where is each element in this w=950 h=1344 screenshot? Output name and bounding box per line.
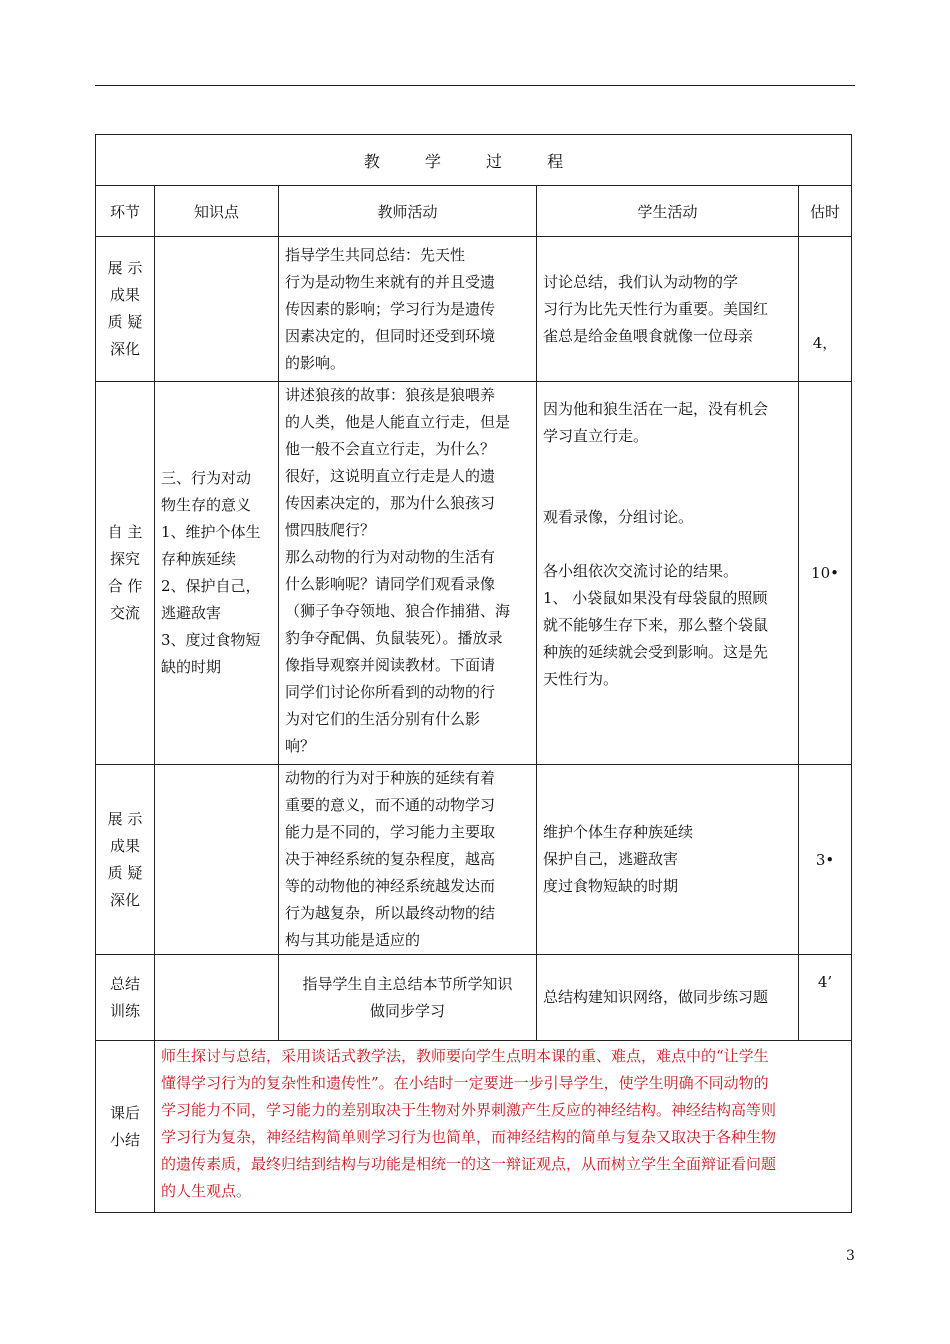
header-student-activity: 学生活动 bbox=[537, 186, 799, 237]
header-rule bbox=[95, 85, 855, 86]
knowledge-cell: 三、行为对动 物生存的意义 1、维护个体生 存种族延续 2、保护自己， 逃避敌害 3、度过食物短 缺的时期 bbox=[155, 382, 279, 765]
table-row bbox=[96, 765, 852, 955]
knowledge-cell bbox=[155, 765, 279, 955]
header-teacher-activity: 教师活动 bbox=[279, 186, 537, 237]
table-title: 教 学 过 程 bbox=[96, 135, 852, 186]
student-activity-cell: 讨论总结，我们认为动物的学 习行为比先天性行为重要。美国红 雀总是给金鱼喂食就像一位母亲 bbox=[537, 237, 799, 382]
table-row bbox=[96, 955, 852, 1041]
header-stage: 环节 bbox=[96, 186, 155, 237]
knowledge-cell bbox=[155, 955, 279, 1041]
teacher-activity-cell: 指导学生共同总结：先天性 行为是动物生来就有的并且受遗 传因素的影响；学习行为是遗传 因素决定的，但同时还受到环境 的影响。 bbox=[279, 237, 537, 382]
header-knowledge: 知识点 bbox=[155, 186, 279, 237]
stage-cell: 自 主 探究 合 作 交流 bbox=[96, 382, 155, 765]
summary-row bbox=[96, 1041, 852, 1213]
summary-label: 课后 小结 bbox=[96, 1041, 155, 1213]
time-cell: 3• bbox=[799, 765, 852, 955]
teaching-process-table bbox=[95, 134, 852, 1213]
summary-text: 师生探讨与总结，采用谈话式教学法，教师要向学生点明本课的重、难点，难点中的“让学生 懂得学习行为的复杂性和遗传性”。在小结时一定要进一步引导学生，使学生明确不同动物的 学习能力不同，学习能力的差别取决于生物对外界刺激产生反应的神经结构。神经结构高等则 学习行为复杂，神经结构简单则学习行为也简单，而神经结构的简单与复杂又取决于各种生物 的遗传素质，最终归结到结构与功能是相统一的这一辩证观点，从而树立学生全面辩证看问题 的人生观点。 bbox=[155, 1041, 852, 1213]
time-cell: 4， bbox=[799, 237, 852, 382]
header-time: 估时 bbox=[799, 186, 852, 237]
teacher-activity-cell: 讲述狼孩的故事：狼孩是狼喂养 的人类，他是人能直立行走，但是 他一般不会直立行走，为什么？ 很好，这说明直立行走是人的遗 传因素决定的，那为什么狼孩习 惯四肢爬行？ 那么动物的行为对动物的生活有 什么影响呢？请同学们观看录像 （狮子争夺领地、狼合作捕猎、海 豹争夺配偶、负鼠装死）。播放录 像指导观察并阅读教材。下面请 同学们讨论你所看到的动物的行 为对它们的生活分别有什么影 响？ bbox=[279, 382, 537, 765]
knowledge-cell bbox=[155, 237, 279, 382]
teacher-activity-cell: 指导学生自主总结本节所学知识 做同步学习 bbox=[279, 955, 537, 1041]
page-number: 3 bbox=[846, 1248, 855, 1264]
student-activity-cell: 总结构建知识网络，做同步练习题 bbox=[537, 955, 799, 1041]
table-row bbox=[96, 382, 852, 765]
stage-cell: 展 示 成果 质 疑 深化 bbox=[96, 237, 155, 382]
student-activity-cell: 因为他和狼生活在一起，没有机会 学习直立行走。 观看录像，分组讨论。 各小组依次交流讨论的结果。 1、 小袋鼠如果没有母袋鼠的照顾 就不能够生存下来，那么整个袋鼠 种族的延续就会受到影响。这是先 天性行为。 bbox=[537, 382, 799, 765]
stage-cell: 总结 训练 bbox=[96, 955, 155, 1041]
student-activity-cell: 维护个体生存种族延续 保护自己，逃避敌害 度过食物短缺的时期 bbox=[537, 765, 799, 955]
teacher-activity-cell: 动物的行为对于种族的延续有着 重要的意义，而不通的动物学习 能力是不同的，学习能力主要取 决于神经系统的复杂程度，越高 等的动物他的神经系统越发达而 行为越复杂，所以最终动物的结 构与其功能是适应的 bbox=[279, 765, 537, 955]
time-cell: 10• bbox=[799, 382, 852, 765]
time-cell: 4’ bbox=[799, 955, 852, 1041]
stage-cell: 展 示 成果 质 疑 深化 bbox=[96, 765, 155, 955]
table-row bbox=[96, 237, 852, 382]
